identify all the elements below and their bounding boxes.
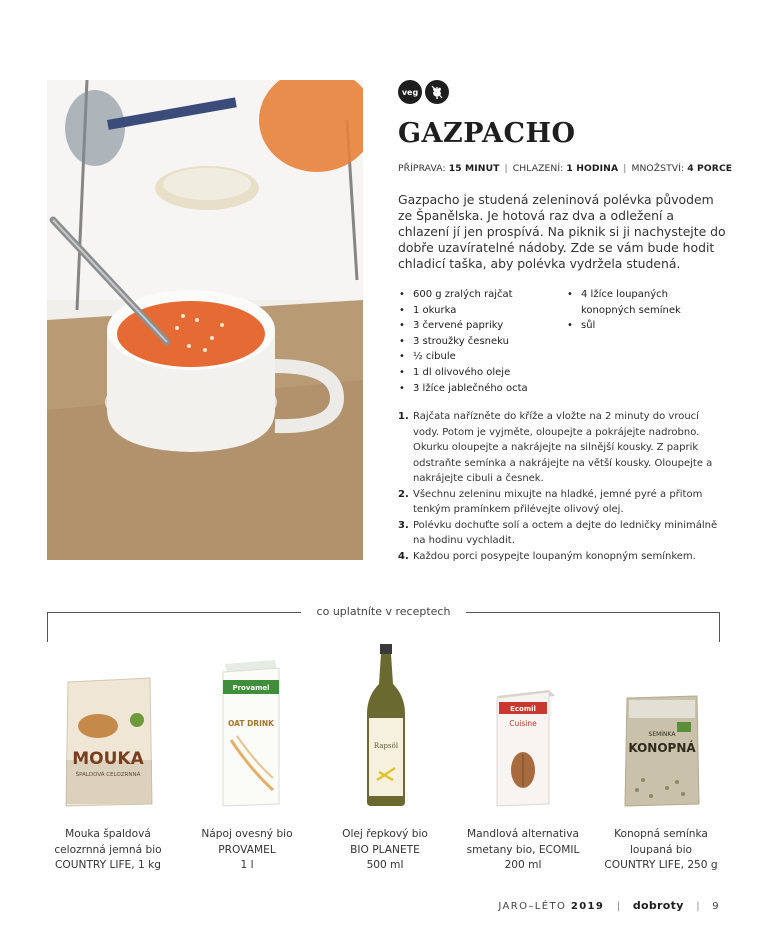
pack-label: OAT DRINK [227,719,275,728]
meta-separator: | [623,163,627,174]
pack-sublabel: Ecomil [510,705,536,713]
product-card-almond-cream[interactable] [455,640,591,880]
ingredient-item: • 1 dl olivového oleje [398,365,566,381]
product-card-spelt-flour[interactable] [40,640,176,880]
footer-separator: | [696,901,700,912]
ingredients-list [398,287,728,396]
product-caption [455,827,591,874]
page-number: 9 [712,901,720,912]
step-number: 2. [398,488,409,500]
step-item [398,487,726,518]
step-number: 3. [398,519,409,531]
recipe-title: GAZPACHO [398,118,576,149]
step-number: 1. [398,411,409,422]
product-brand-size: COUNTRY LIFE, 1 kg [55,859,161,871]
wheat-icon [425,80,449,104]
page-footer [498,899,720,912]
recipe-steps [398,409,726,564]
product-caption [40,827,176,874]
ingredient-item: • 3 červené papriky [398,318,566,334]
footer-separator: | [616,901,621,912]
amount-value: 4 PORCE [687,163,733,174]
product-image [179,640,315,816]
recipe-intro: Gazpacho je studená zeleninová polévka původem ze Španělska. Je hotová raz dva a odležení a chlazení jí jen prospívá. Na piknik si ji nachystejte do dobře uzavíratelné nádoby. Zde se vám bude hodit chladicí taška, aby polévka vydržela studená. [398,192,726,271]
product-detail: smetany bio, ECOMIL [466,843,580,856]
ingredient-item: • 3 lžíce jablečného octa [398,381,566,397]
product-brand-size: 500 ml [366,859,404,871]
recipe-photo [47,80,363,560]
product-image [317,640,453,816]
amount-label: MNOŽSTVÍ: [631,163,685,174]
ingredients-column [566,287,716,396]
step-item [398,518,726,549]
product-caption [179,827,315,874]
product-list [40,640,730,880]
product-name: Olej řepkový bio [342,828,428,840]
ingredient-item: • 600 g zralých rajčat [398,287,566,303]
product-name: Nápoj ovesný bio [201,828,293,840]
ingredient-item: • 1 okurka [398,303,566,319]
ingredient-item: • 4 lžíce loupaných konopných semínek [566,287,716,318]
step-text: Všechnu zeleninu mixujte na hladké, jemné pyré a přitom tenkým pramínkem přilévejte olivový olej. [413,488,703,515]
footer-brand: dobroty [632,899,684,912]
step-number: 4. [398,550,409,562]
product-brand-size: 200 ml [504,859,542,871]
pack-label: KONOPNÁ [628,741,696,755]
veg-badge-icon: veg [398,80,422,104]
product-image [593,640,729,816]
product-image [455,640,591,816]
product-caption [593,827,729,874]
section-label: co uplatníte v receptech [316,605,451,618]
product-card-rapeseed-oil[interactable] [317,640,453,880]
pack-sublabel: ŠPALDOVÁ CELOZRNNÁ [75,772,141,778]
product-brand-size: COUNTRY LIFE, 250 g [604,859,718,871]
product-name: Mouka špaldová [65,828,151,840]
pack-label: Cuisine [509,719,537,728]
step-text: Rajčata nařízněte do kříže a vložte na 2 minuty do vroucí vody. Potom je vyjměte, oloupejte a pokrájejte nadrobno. Okurku oloupejte a nakrájejte na silnější kousky. Z paprik odstraňte semínka a nakrájejte na větší kousky. Oloupejte a nakrájejte cibuli a česnek. [413,411,713,484]
step-item [398,549,726,565]
product-detail: celozrnná jemná bio [54,843,162,856]
chill-label: CHLAZENÍ: [512,163,564,174]
ingredient-item: • ½ cibule [398,349,566,365]
pack-sublabel: Provamel [232,684,270,692]
diet-badges [398,80,449,104]
product-brand-size: 1 l [240,859,254,871]
ingredient-item: • 3 stroužky česneku [398,334,566,350]
step-text: Každou porci posypejte loupaným konopným semínkem. [413,550,696,562]
ingredients-column [398,287,566,396]
pack-label: Rapsöl [373,742,399,750]
pack-sublabel: SEMÍNKA [648,731,676,738]
product-detail: BIO PLANETE [350,843,420,856]
footer-season: JARO–LÉTO [498,901,567,912]
prep-value: 15 MINUT [448,163,500,174]
meta-separator: | [504,163,508,174]
product-name: Mandlová alternativa [467,828,579,840]
product-card-hemp-seeds[interactable] [593,640,729,880]
products-section-header [47,605,720,645]
prep-label: PŘÍPRAVA: [398,163,446,174]
footer-year: 2019 [570,901,605,912]
chill-value: 1 HODINA [566,163,619,174]
product-caption [317,827,453,874]
product-detail: PROVAMEL [218,843,276,856]
step-text: Polévku dochuťte solí a octem a dejte do ledničky minimálně na hodinu vychladit. [413,519,718,546]
product-image [40,640,176,816]
ingredient-item: • sůl [566,318,716,334]
recipe-meta [398,163,732,174]
product-name: Konopná semínka [614,828,708,840]
product-detail: loupaná bio [629,843,693,856]
step-item [398,409,726,487]
pack-label: MOUKA [72,749,144,769]
product-card-oat-drink[interactable] [179,640,315,880]
